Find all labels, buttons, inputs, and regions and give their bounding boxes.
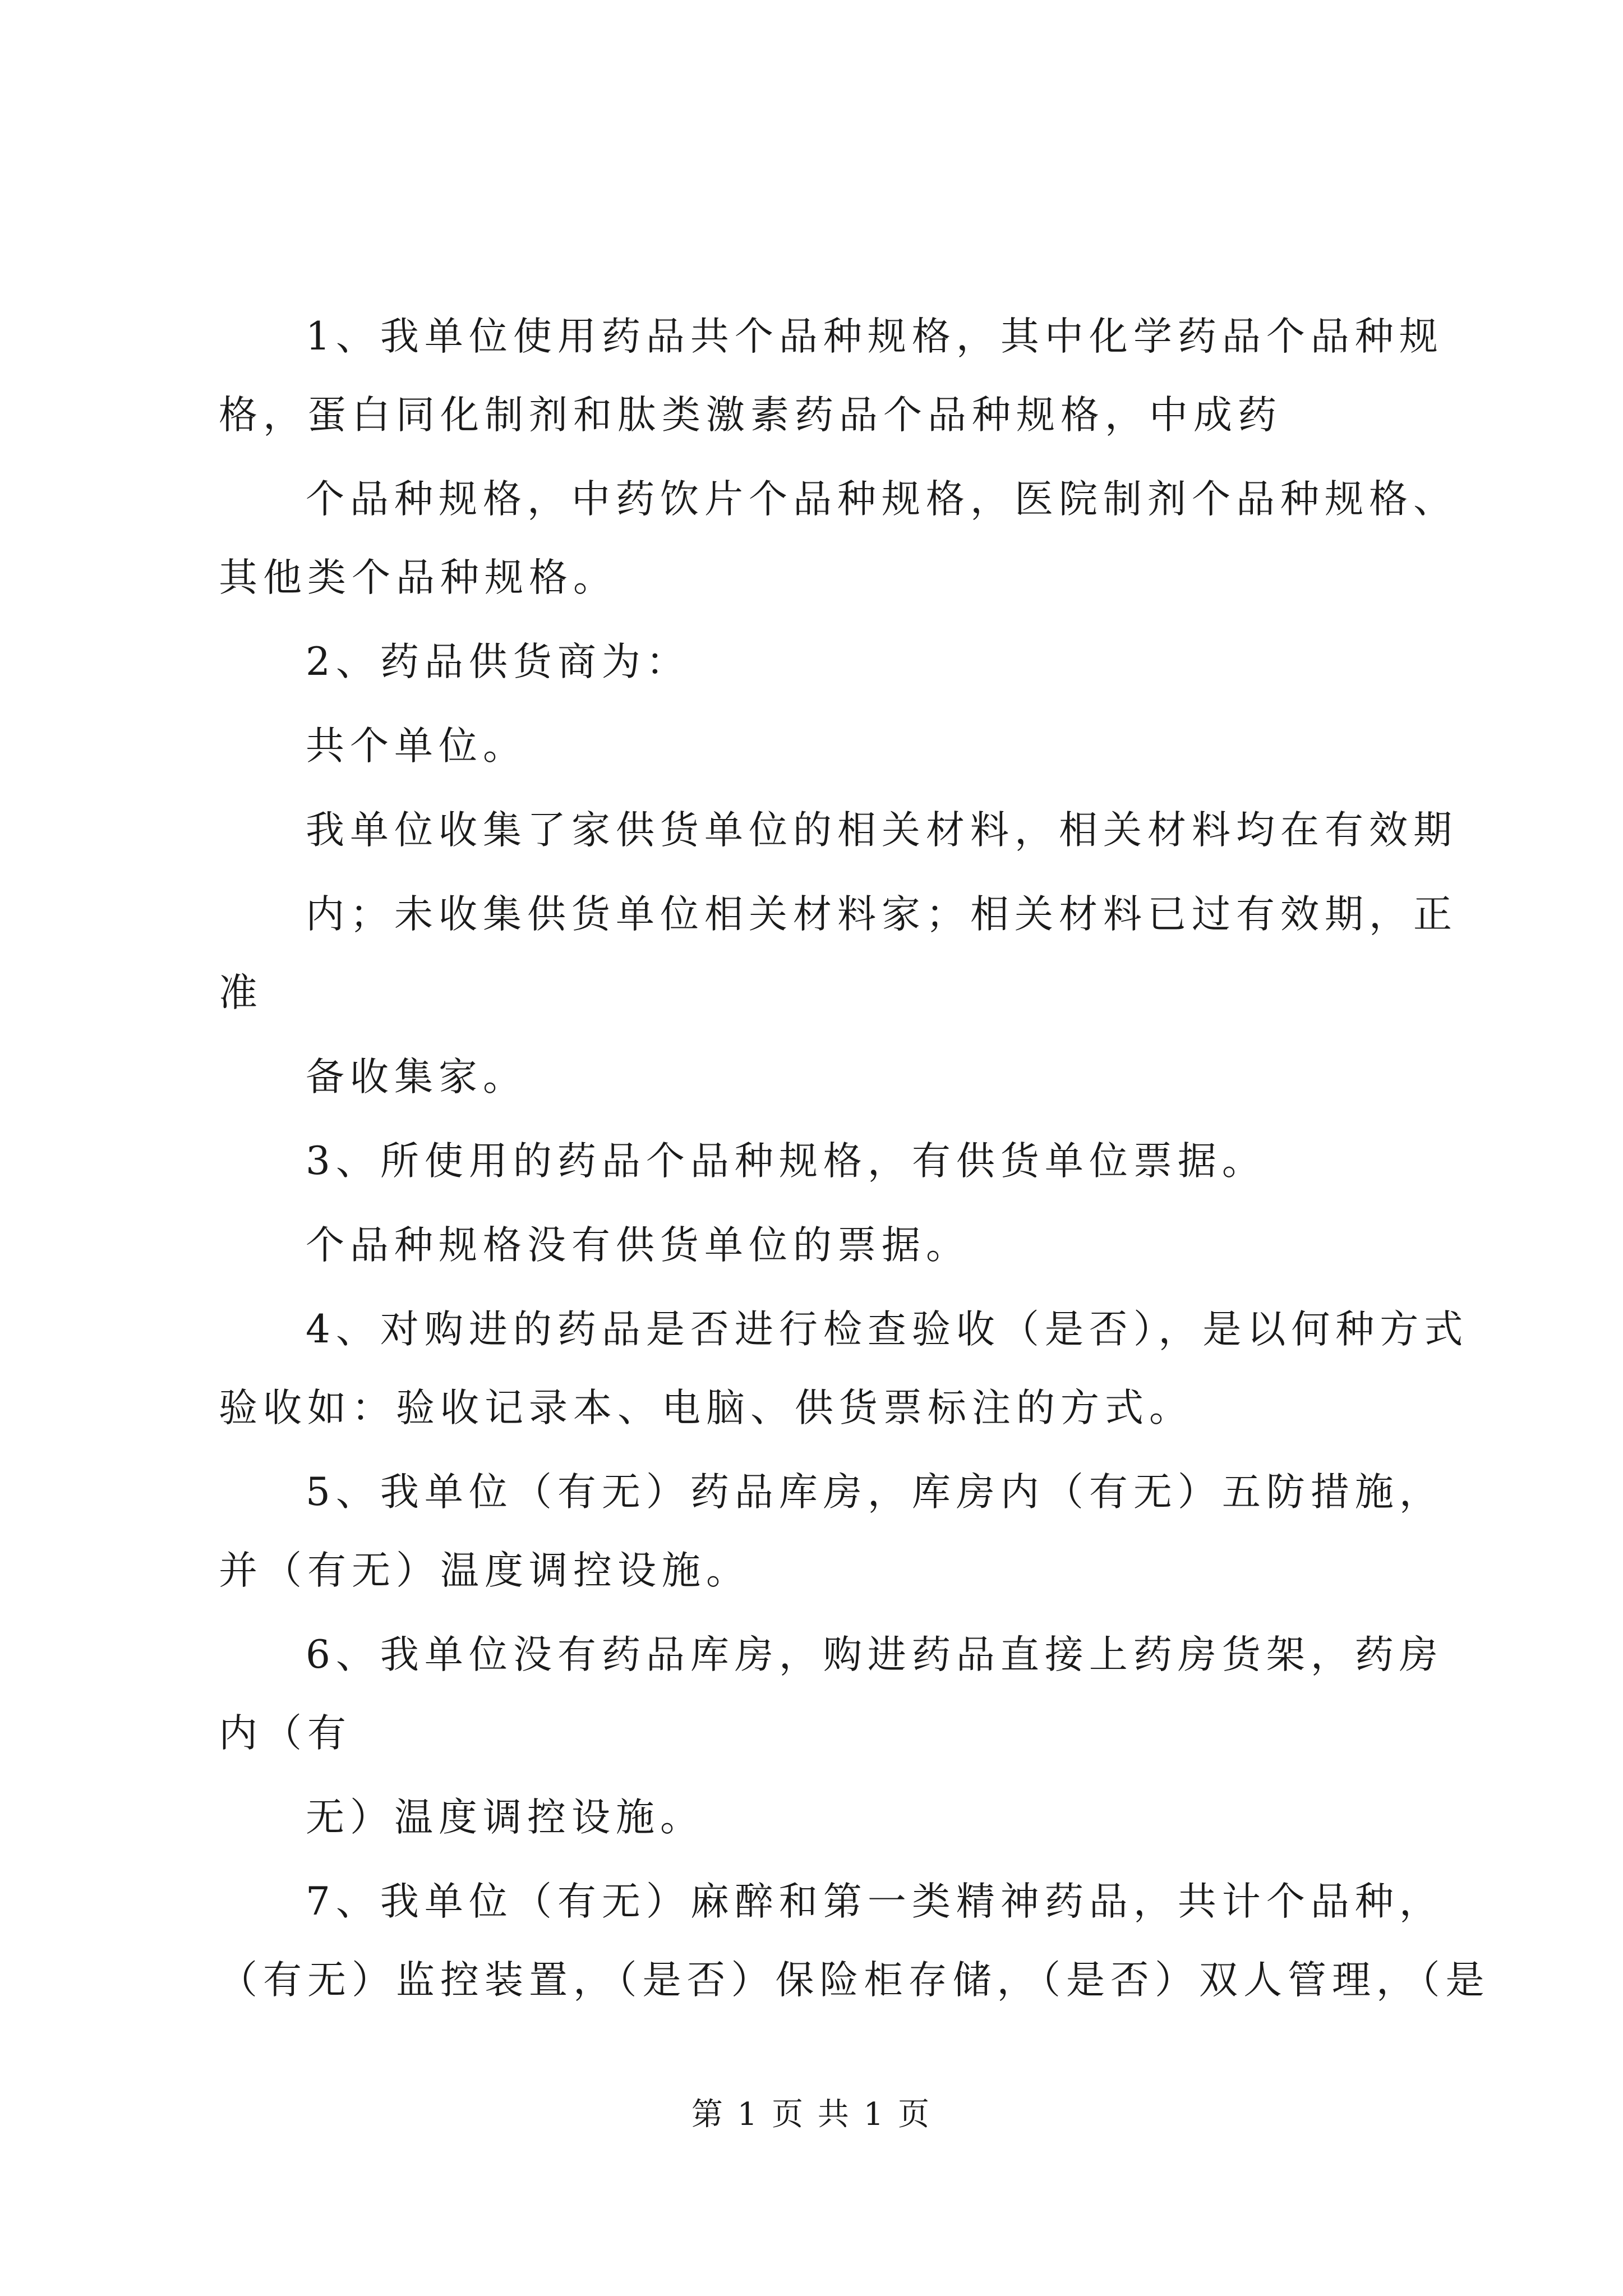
- text-line: 2、药品供货商为：: [306, 639, 690, 684]
- text-line: 验收如：验收记录本、电脑、供货票标注的方式。: [219, 1386, 1193, 1430]
- text-line: 内；未收集供货单位相关材料家；相关材料已过有效期，正: [306, 892, 1458, 937]
- text-line: 备收集家。: [306, 1055, 527, 1099]
- text-line: 内（有: [219, 1711, 352, 1756]
- text-line: 6、我单位没有药品库房，购进药品直接上药房货架，药房: [306, 1632, 1444, 1677]
- text-line: 其他类个品种规格。: [219, 555, 617, 600]
- text-line: 格，蛋白同化制剂和肽类激素药品个品种规格，中成药: [219, 393, 1282, 438]
- text-line: 个品种规格，中药饮片个品种规格，医院制剂个品种规格、: [306, 477, 1458, 522]
- text-line: 5、我单位（有无）药品库房，库房内（有无）五防措施，: [306, 1470, 1444, 1515]
- text-line: 共个单位。: [306, 724, 527, 769]
- text-line: 个品种规格没有供货单位的票据。: [306, 1223, 970, 1268]
- text-line: 3、所使用的药品个品种规格，有供货单位票据。: [306, 1139, 1266, 1184]
- text-line: 我单位收集了家供货单位的相关材料，相关材料均在有效期: [306, 808, 1458, 853]
- text-line: 并（有无）温度调控设施。: [219, 1548, 750, 1593]
- text-line: 4、对购进的药品是否进行检查验收（是否），是以何种方式: [306, 1307, 1469, 1352]
- text-line: （有无）监控装置，（是否）保险柜存储，（是否）双人管理，（是: [219, 1958, 1490, 2003]
- page-number-footer: 第 1 页 共 1 页: [691, 2096, 932, 2133]
- text-line: 7、我单位（有无）麻醉和第一类精神药品，共计个品种，: [306, 1879, 1444, 1924]
- text-line: 准: [219, 970, 263, 1015]
- text-line: 无）温度调控设施。: [306, 1795, 704, 1840]
- text-line: 1、我单位使用药品共个品种规格，其中化学药品个品种规: [306, 314, 1444, 359]
